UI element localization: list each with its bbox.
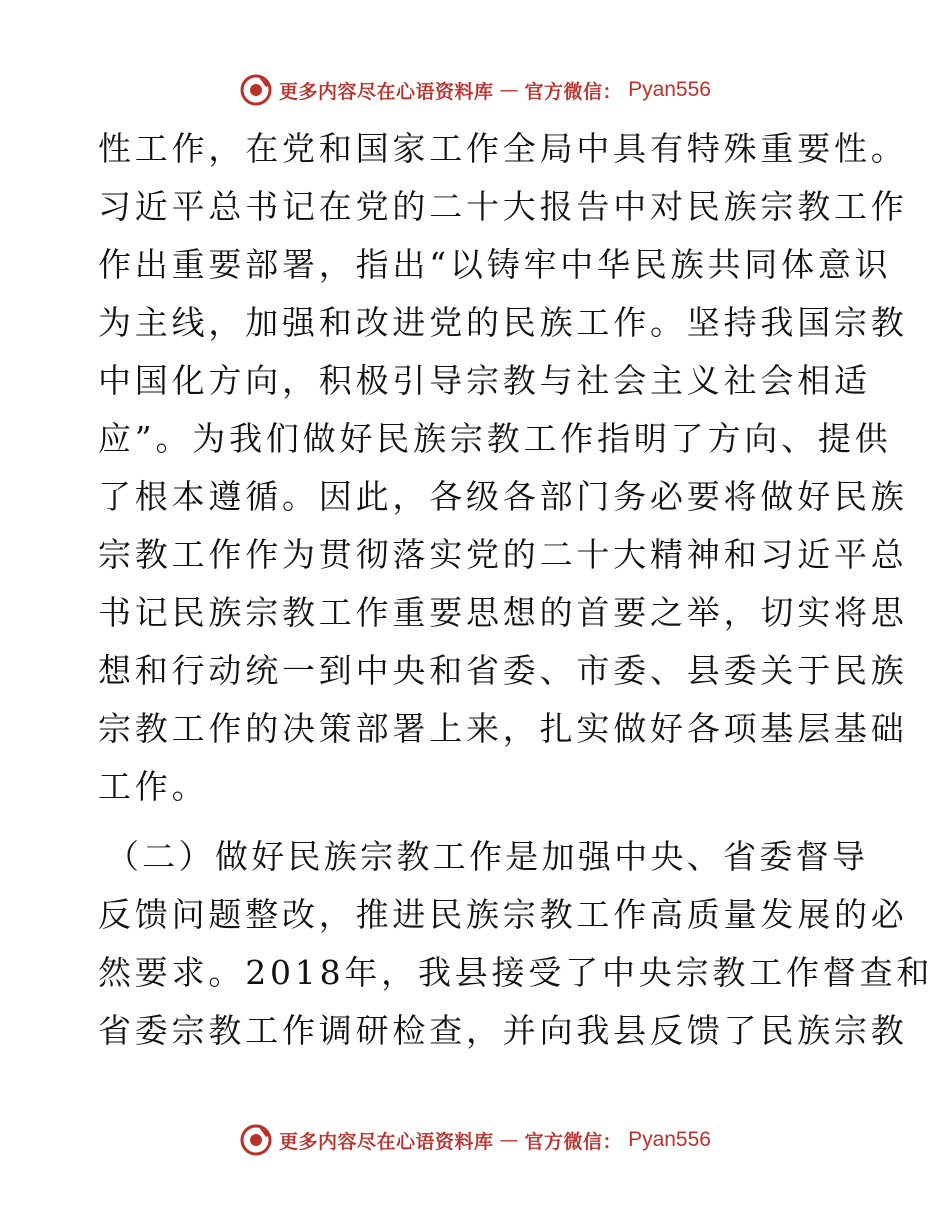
watermark-account-label: 官方微信： bbox=[524, 80, 623, 103]
text-line: 反馈问题整改，推进民族宗教工作高质量发展的必 bbox=[98, 895, 908, 934]
text-line: 习近平总书记在党的二十大报告中对民族宗教工作 bbox=[98, 187, 908, 226]
paragraph bbox=[98, 828, 934, 1060]
paragraph bbox=[98, 120, 908, 816]
watermark-account-id: Pyan556 bbox=[628, 78, 711, 101]
paragraph-gap bbox=[98, 816, 858, 828]
section-heading-line: （二）做好民族宗教工作是加强中央、省委督导 bbox=[106, 837, 869, 876]
logo-icon bbox=[239, 1123, 273, 1157]
watermark-banner-top bbox=[0, 70, 950, 110]
watermark-banner-bottom bbox=[0, 1120, 950, 1160]
text-line: 然要求。2018年，我县接受了中央宗教工作督查和 bbox=[98, 953, 934, 992]
text-line: 了根本遵循。因此，各级各部门务必要将做好民族 bbox=[98, 477, 908, 516]
watermark-separator: — bbox=[499, 1129, 519, 1151]
text-line: 应”。为我们做好民族宗教工作指明了方向、提供 bbox=[98, 419, 892, 458]
text-line: 省委宗教工作调研检查，并向我县反馈了民族宗教 bbox=[98, 1011, 908, 1050]
text-line: 宗教工作的决策部署上来，扎实做好各项基层基础 bbox=[98, 709, 908, 748]
watermark-text: 更多内容尽在心语资料库 bbox=[279, 80, 494, 103]
text-line: 性工作，在党和国家工作全局中具有特殊重要性。 bbox=[98, 129, 908, 168]
watermark-separator: — bbox=[499, 79, 519, 101]
document-body bbox=[98, 120, 934, 1060]
text-line: 想和行动统一到中央和省委、市委、县委关于民族 bbox=[98, 651, 908, 690]
logo-icon bbox=[239, 73, 273, 107]
text-line: 中国化方向，积极引导宗教与社会主义社会相适 bbox=[98, 361, 871, 400]
text-line: 工作。 bbox=[98, 767, 209, 806]
text-line: 书记民族宗教工作重要思想的首要之举，切实将思 bbox=[98, 593, 908, 632]
text-line: 作出重要部署，指出“以铸牢中华民族共同体意识 bbox=[98, 245, 892, 284]
text-line: 为主线，加强和改进党的民族工作。坚持我国宗教 bbox=[98, 303, 908, 342]
watermark-text: 更多内容尽在心语资料库 bbox=[279, 1130, 494, 1153]
watermark-account-label: 官方微信： bbox=[524, 1130, 623, 1153]
text-line: 宗教工作作为贯彻落实党的二十大精神和习近平总 bbox=[98, 535, 908, 574]
watermark-account-id: Pyan556 bbox=[628, 1128, 711, 1151]
